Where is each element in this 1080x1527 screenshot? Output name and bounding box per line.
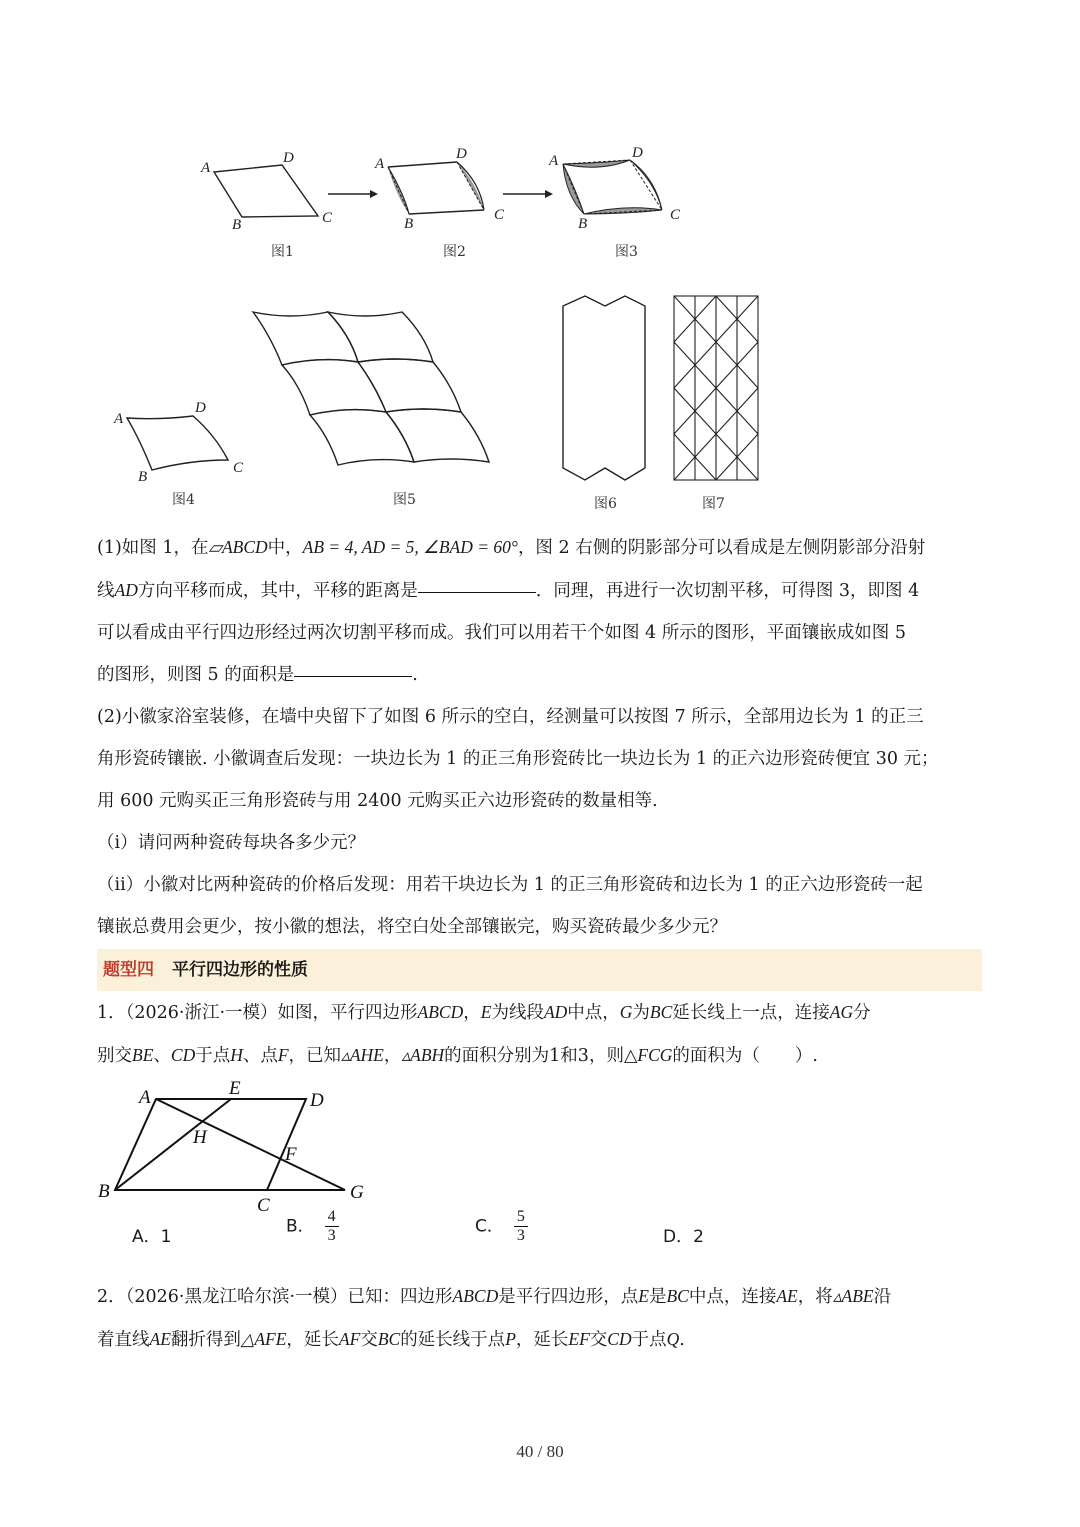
option-d-value: 2 [693,1227,704,1247]
q2-text: ，延长 [286,1330,339,1350]
q2-text: 2．（2026·黑龙江哈尔滨·一模）已知：四边形 [97,1287,453,1307]
fig3-label-d: D [632,145,643,161]
q1-text: 中点， [567,1003,620,1023]
answer-blank[interactable] [294,675,412,677]
lattice-line [737,342,758,365]
answer-blank[interactable] [418,591,536,593]
q1-math: E [480,1002,492,1022]
q1-text: 的面积为（ ）. [672,1046,818,1066]
p2-line1: (2)小徽家浴室装修，在墙中央留下了如图 6 所示的空白，经测量可以按图 7 所示，全部用边长为 1 的正三 [97,707,924,727]
q2-text: 中点，连接 [688,1287,777,1307]
fig1-label-d: D [283,150,294,166]
p1-line2b: 方向平移而成，其中，平移的距离是 [137,581,418,601]
q1-math: ▵ABH [401,1045,445,1065]
fig1-label-b: B [232,217,242,233]
arrow-icon [503,190,553,198]
lattice-line [695,411,716,434]
q1-label-c: C [257,1195,270,1216]
q1-text: 、点 [242,1046,278,1066]
lattice-line [716,388,737,411]
q2-math: P [505,1329,516,1349]
option-b[interactable] [286,1208,339,1245]
q2-math: BC [666,1286,689,1306]
fig3-label-b: B [578,216,588,232]
caption-fig3: 图3 [615,244,638,260]
q1-math: AG [829,1002,854,1022]
p1-ray: AD [114,580,138,600]
q2-text: 于点 [631,1330,667,1350]
q1-label-f: F [285,1144,297,1165]
fig2-label-c: C [494,207,505,223]
q2-math: CD [607,1329,632,1349]
question-2 [97,1275,987,1361]
option-b-fraction [325,1208,339,1245]
caption-fig5: 图5 [393,492,416,508]
lattice-line [674,319,695,342]
p1-given: AB = 4, AD = 5, ∠BAD = 60° [302,537,518,557]
lattice-line [695,342,716,365]
option-c-denominator: 3 [516,1227,525,1244]
q1-figure [98,1078,364,1216]
lattice-line [737,365,758,388]
q1-text: ， [383,1046,402,1066]
p1-line4a: 的图形，则图 5 的面积是 [97,665,295,685]
section-header [97,949,982,991]
q-ii-line2: 镶嵌总费用会更少，按小徽的想法，将空白处全部镶嵌完，购买瓷砖最少多少元？ [97,917,727,937]
figure-5 [253,312,489,508]
figure-1 [200,150,333,260]
p1-line4b: . [412,665,418,685]
fig2-label-b: B [404,216,414,232]
option-b-denominator: 3 [327,1227,336,1244]
q2-math: AE [149,1329,171,1349]
q1-label-g: G [350,1182,364,1203]
figure-6 [563,296,645,512]
q1-label-h: H [193,1127,207,1148]
q1-text: 延长线上一点，连接 [672,1003,830,1023]
q1-text: 分 [853,1003,871,1023]
q1-math: BE [132,1045,154,1065]
q2-text: . [679,1330,685,1350]
q2-math: E [638,1286,649,1306]
q2-text: 的延长线于点 [400,1330,506,1350]
lattice-line [674,388,695,411]
p1-line3: 可以看成由平行四边形经过两次切割平移而成。我们可以用若干个如图 4 所示的图形，平面镶嵌成如图 5 [97,623,906,643]
option-c-numerator: 5 [514,1208,528,1227]
fig1-label-c: C [322,210,333,226]
fig4-label-d: D [195,400,206,416]
q2-text: 沿 [873,1287,892,1307]
fig2-label-a: A [375,156,385,172]
q1-text: 、 [153,1046,171,1066]
q1-text: 于点 [195,1046,231,1066]
lattice-line [695,434,716,457]
q1-math: H [230,1045,243,1065]
option-c-fraction [514,1208,528,1245]
q1-math: BC [649,1002,673,1022]
option-d[interactable] [663,1222,704,1247]
figure-7 [674,296,758,512]
lattice-line [737,319,758,342]
q1-text: 别交 [97,1046,132,1066]
section-title: 平行四边形的性质 [172,960,308,980]
lattice-line [674,342,695,365]
caption-fig4: 图4 [172,492,195,508]
option-a-label: A． [132,1227,161,1247]
option-b-label: B． [286,1216,315,1237]
lattice-line [716,434,737,457]
q1-text: 1．（2026·浙江·一模）如图，平行四边形 [97,1003,418,1023]
p1-line1b: 中， [267,538,303,558]
fig4-label-a: A [114,411,124,427]
q1-math: ▵AHE [341,1045,384,1065]
lattice-line [737,388,758,411]
p1-line2a: 线 [97,581,115,601]
lattice-line [716,365,737,388]
option-a[interactable] [132,1222,171,1247]
fig3-label-a: A [549,153,559,169]
q1-label-d: D [310,1090,324,1111]
lattice-line [737,434,758,457]
q1-math: FCG [637,1045,673,1065]
lattice-line [737,411,758,434]
q1-text: 为 [632,1003,650,1023]
q1-math: ABCD [417,1002,464,1022]
q1-label-e: E [229,1078,241,1099]
p1-line1a: (1)如图 1，在 [97,538,209,558]
q2-math: ABCD [452,1286,499,1306]
caption-fig2: 图2 [443,244,466,260]
lattice-line [737,296,758,319]
q1-text: 为线段 [491,1003,544,1023]
q1-math: AD [543,1002,568,1022]
q2-text: 是平行四边形，点 [498,1287,639,1307]
q2-text: 着直线 [97,1330,150,1350]
fig4-label-c: C [233,460,244,476]
option-c-label: C． [475,1216,504,1237]
lattice-line [737,457,758,480]
problem-part1 [97,526,987,696]
q2-math: BC [377,1329,401,1349]
q2-math: AE [776,1286,798,1306]
lattice-line [716,296,737,319]
question-1 [97,991,987,1077]
lattice-line [674,457,695,480]
lattice-line [716,411,737,434]
q2-text: 是 [648,1287,667,1307]
lattice-line [674,365,695,388]
caption-fig6: 图6 [594,496,617,512]
q2-math: EF [568,1329,590,1349]
q2-math: △AFE [240,1329,287,1349]
option-c[interactable] [475,1208,528,1245]
p1-line2c: ．同理，再进行一次切割平移，可得图 3，即图 4 [535,581,920,601]
lattice-line [695,457,716,480]
q2-text: 交 [360,1330,378,1350]
p2-line3: 用 600 元购买正三角形瓷砖与用 2400 元购买正六边形瓷砖的数量相等. [97,791,658,811]
q2-math: Q [666,1329,680,1349]
lattice-line [695,296,716,319]
figure-2 [374,146,505,260]
lattice-line [716,342,737,365]
lattice-line [695,319,716,342]
fig1-label-a: A [201,160,211,176]
q-ii-line1: （ii）小徽对比两种瓷砖的价格后发现：用若干块边长为 1 的正三角形瓷砖和边长为 1 的正六边形瓷砖一起 [97,875,923,895]
caption-fig1: 图1 [271,244,294,260]
lattice-line [716,319,737,342]
lattice-line [674,411,695,434]
q1-text: ， [463,1003,481,1023]
q2-math: AF [338,1329,361,1349]
figure-3 [548,145,681,260]
p1-parallelogram: ▱ABCD [208,537,268,557]
option-d-label: D． [663,1227,694,1247]
q1-text: ，已知 [288,1046,342,1066]
q1-label-a: A [139,1087,151,1108]
fig2-label-d: D [456,146,467,162]
q1-math: G [619,1002,633,1022]
q2-text: 交 [589,1330,608,1350]
lattice-line [674,296,695,319]
q1-math: CD [170,1045,196,1065]
p2-line2: 角形瓷砖镶嵌. 小徽调查后发现：一块边长为 1 的正三角形瓷砖比一块边长为 1 的正六边形瓷砖便宜 30 元； [97,749,939,769]
page-number: 40 / 80 [516,1442,564,1461]
option-b-numerator: 4 [325,1208,339,1227]
q1-label-b: B [98,1181,110,1202]
q-i: （i）请问两种瓷砖每块各多少元？ [97,833,366,853]
problem-part2 [97,696,987,948]
arrow-icon [328,190,378,198]
fig3-label-c: C [670,207,681,223]
q1-text: 的面积分别为1和3，则△ [444,1046,638,1066]
figure-4 [113,400,244,508]
fig4-label-b: B [138,469,148,485]
q2-math: ▵ABE [832,1286,874,1306]
lattice-line [674,434,695,457]
q1-math: F [277,1045,289,1065]
caption-fig7: 图7 [702,496,725,512]
option-a-value: 1 [160,1227,172,1247]
p1-line1c: ，图 2 右侧的阴影部分可以看成是左侧阴影部分沿射 [517,538,926,558]
q2-text: 翻折得到 [170,1330,241,1350]
lattice-line [695,365,716,388]
q2-text: ，将 [797,1287,833,1307]
lattice-line [695,388,716,411]
section-label: 题型四 [103,960,154,980]
lattice-line [716,457,737,480]
q2-text: ，延长 [515,1330,569,1350]
